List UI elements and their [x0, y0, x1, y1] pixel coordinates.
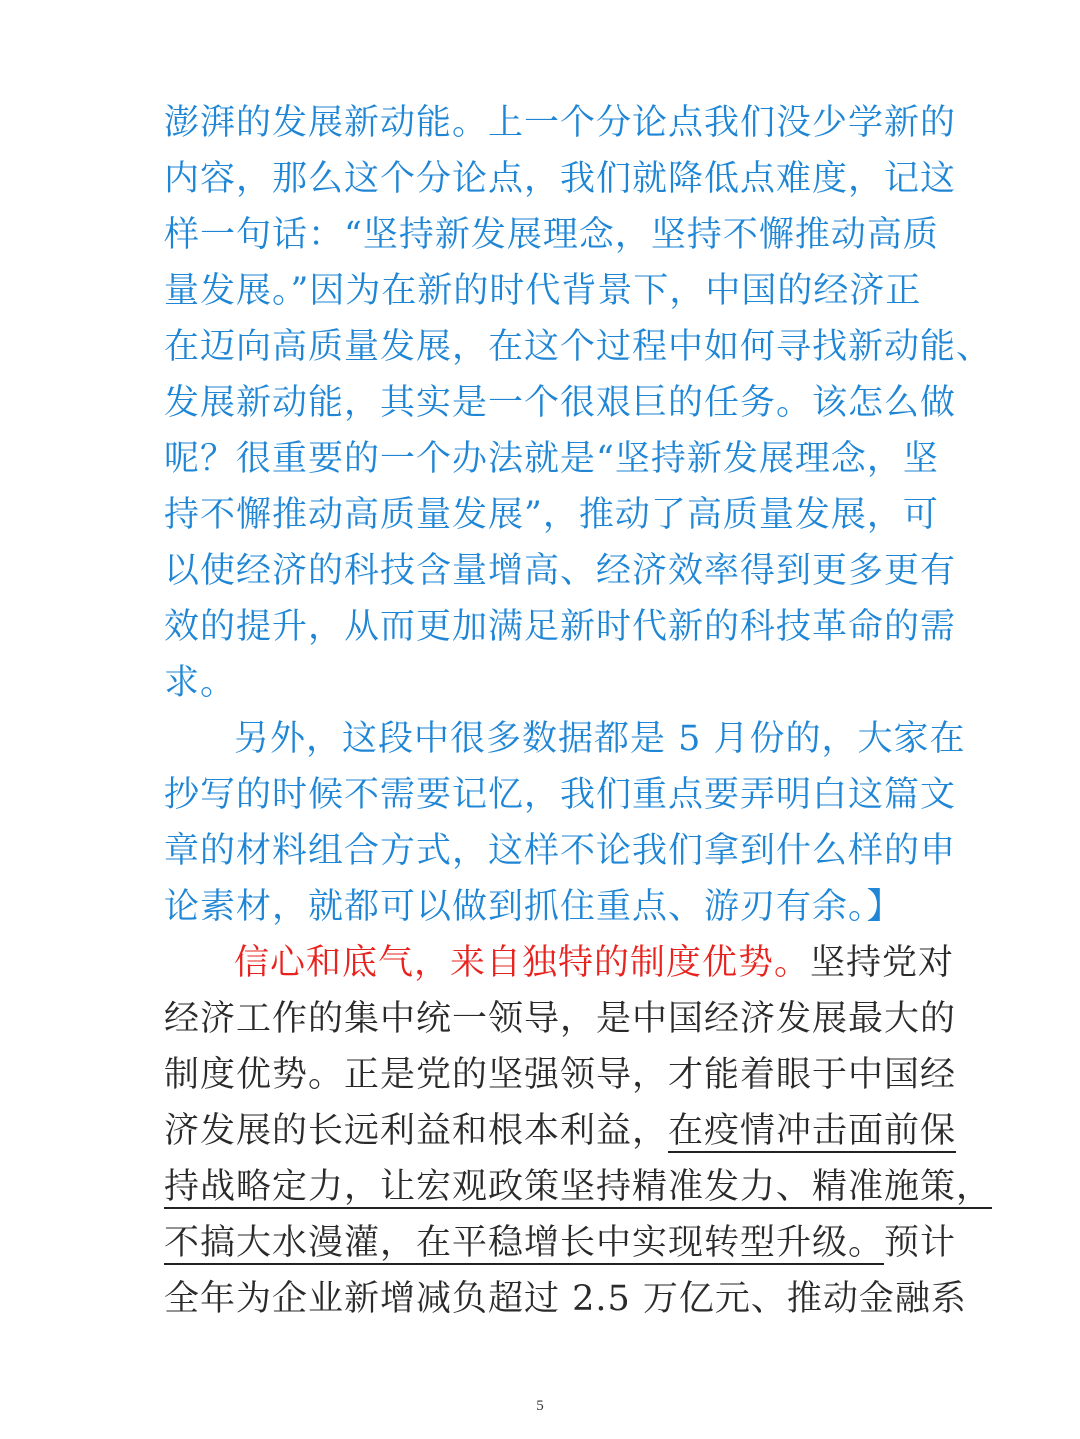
text-line: 全年为企业新增减负超过 2.5 万亿元、推动金融系 [164, 1279, 967, 1319]
text-line: 求。 [164, 663, 237, 703]
text-line: 论素材，就都可以做到抓住重点、游刃有余。】 [164, 887, 903, 927]
text-line: 样一句话：“坚持新发展理念，坚持不懈推动高质 [164, 215, 939, 255]
text-line: 内容，那么这个分论点，我们就降低点难度，记这 [164, 159, 957, 199]
page-number: 5 [536, 1398, 544, 1414]
text-line: 量发展。”因为在新的时代背景下，中国的经济正 [164, 271, 922, 311]
text-line-indented: 另外，这段中很多数据都是 5 月份的，大家在 [234, 719, 966, 759]
text-line: 持不懈推动高质量发展”，推动了高质量发展，可 [164, 495, 939, 535]
red-heading-text: 信心和底气，来自独特的制度优势。 [234, 943, 811, 983]
paragraph-heading-line [234, 941, 1034, 986]
text-line: 呢？很重要的一个办法就是“坚持新发展理念，坚 [164, 439, 939, 479]
text-line [164, 1165, 993, 1210]
text-line: 效的提升，从而更加满足新时代新的科技革命的需 [164, 607, 957, 647]
underlined-text: 持战略定力，让宏观政策坚持精准发力、精准施策， [164, 1167, 993, 1207]
plain-text: 济发展的长远利益和根本利益， [164, 1111, 669, 1151]
underlined-text: 在疫情冲击面前保 [668, 1111, 957, 1151]
text-line [164, 1221, 964, 1266]
text-line: 澎湃的发展新动能。上一个分论点我们没少学新的 [164, 103, 957, 143]
text-line: 发展新动能，其实是一个很艰巨的任务。该怎么做 [164, 383, 957, 423]
text-line: 章的材料组合方式，这样不论我们拿到什么样的申 [164, 831, 957, 871]
text-line [164, 1109, 964, 1154]
text-line: 经济工作的集中统一领导，是中国经济发展最大的 [164, 999, 957, 1039]
underlined-text: 不搞大水漫灌，在平稳增长中实现转型升级。 [164, 1223, 885, 1263]
plain-text: 预计 [884, 1223, 957, 1263]
text-line: 在迈向高质量发展，在这个过程中如何寻找新动能、 [164, 327, 993, 367]
text-line: 制度优势。正是党的坚强领导，才能着眼于中国经 [164, 1055, 957, 1095]
heading-continuation: 坚持党对 [810, 943, 955, 983]
text-line: 以使经济的科技含量增高、经济效率得到更多更有 [164, 551, 957, 591]
text-line: 抄写的时候不需要记忆，我们重点要弄明白这篇文 [164, 775, 957, 815]
